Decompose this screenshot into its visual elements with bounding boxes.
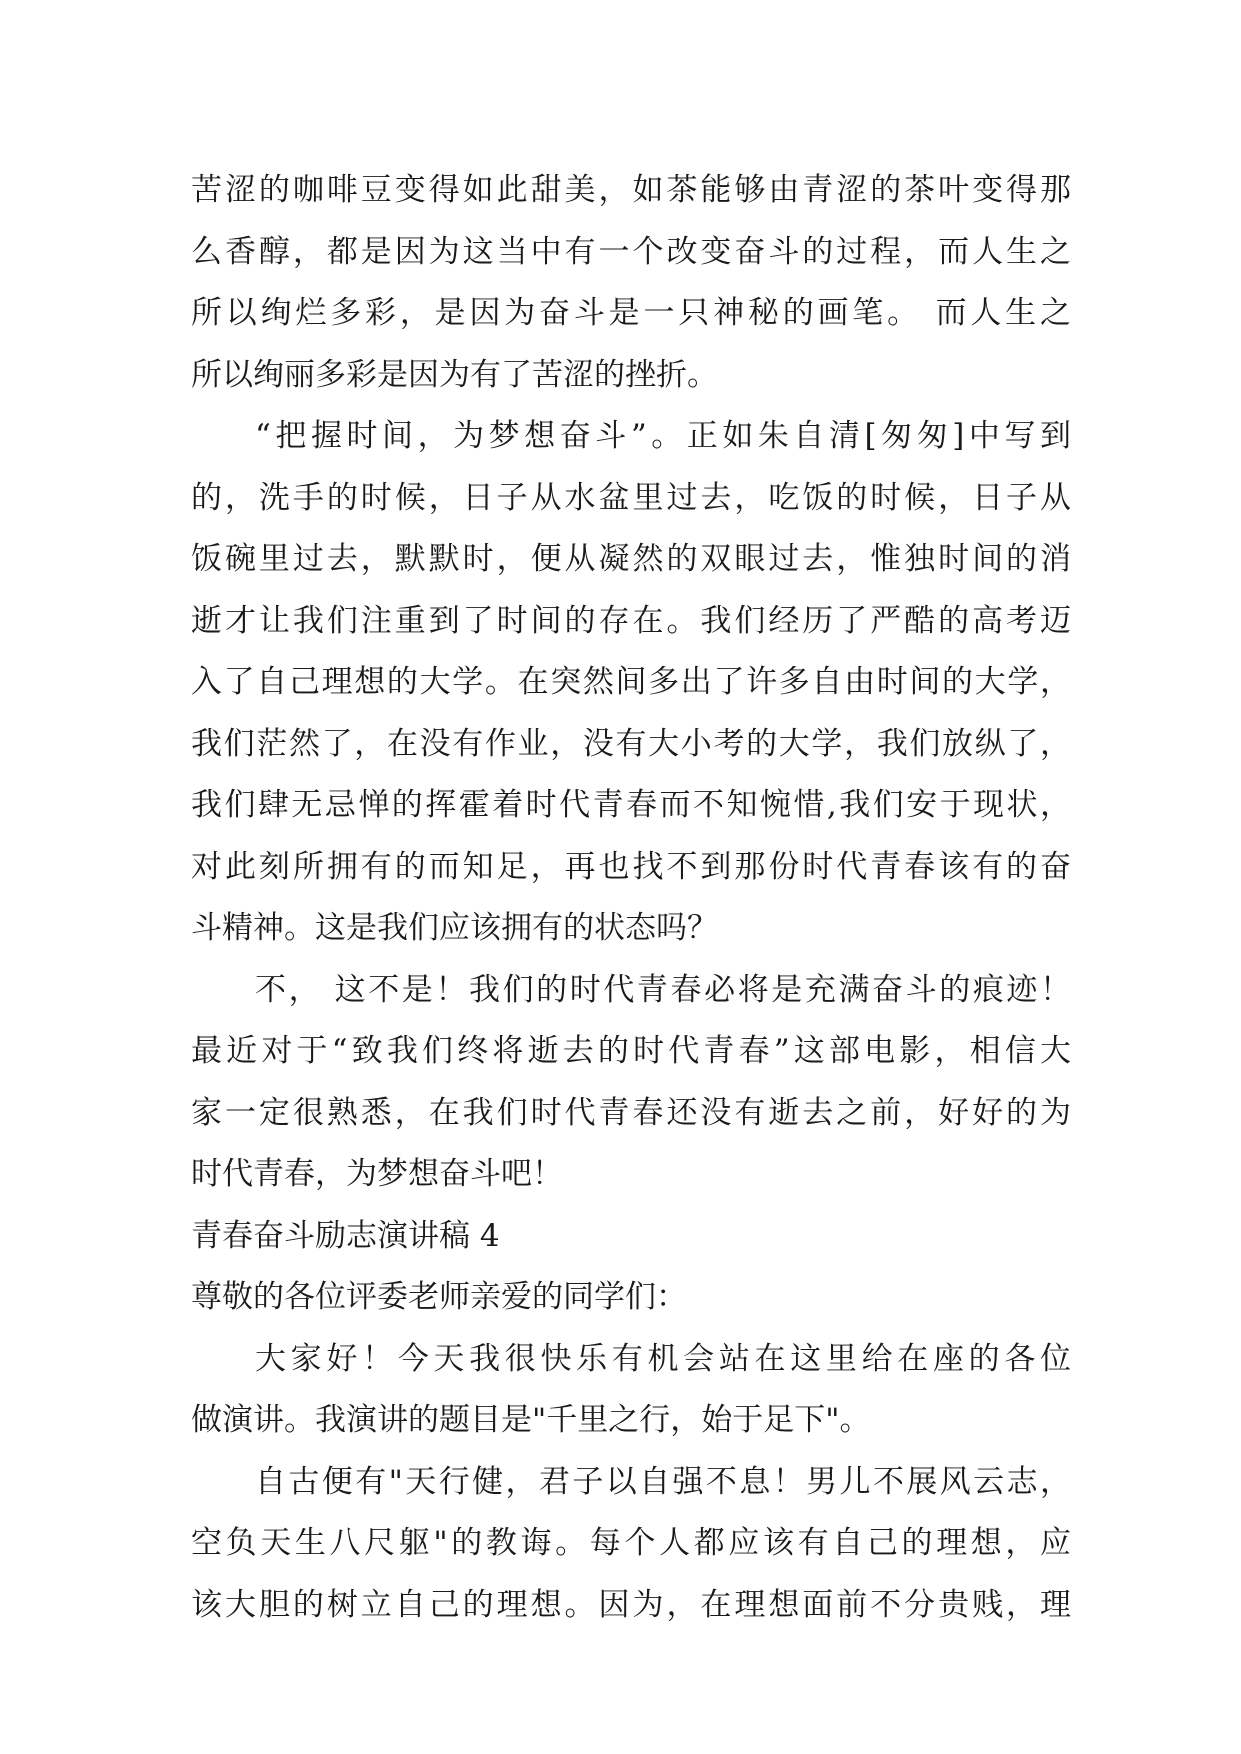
paragraph-start-line: “把握时间，为梦想奋斗”。正如朱自清[匆匆]中写到: [255, 418, 1071, 454]
text-line: 做演讲。我演讲的题目是"千里之行，始于足下"。: [191, 1402, 871, 1438]
text-line: 我们茫然了，在没有作业，没有大小考的大学，我们放纵了，: [191, 725, 1071, 762]
paragraph-start-line: 不， 这不是！我们的时代青春必将是充满奋斗的痕迹！: [255, 971, 1071, 1008]
text-line: 空负天生八尺躯"的教诲。每个人都应该有自己的理想，应: [191, 1525, 1071, 1561]
text-line: 苦涩的咖啡豆变得如此甜美，如茶能够由青涩的茶叶变得那: [191, 172, 1071, 208]
text-line: 家一定很熟悉，在我们时代青春还没有逝去之前，好好的为: [191, 1094, 1071, 1131]
text-line: 的，洗手的时候，日子从水盆里过去，吃饭的时候，日子从: [191, 479, 1071, 516]
text-line: 该大胆的树立自己的理想。因为，在理想面前不分贵贱，理: [191, 1586, 1071, 1623]
text-line: 饭碗里过去，默默时，便从凝然的双眼过去，惟独时间的消: [191, 541, 1071, 577]
text-line: 入了自己理想的大学。在突然间多出了许多自由时间的大学，: [191, 664, 1071, 700]
paragraph-start-line: 大家好！今天我很快乐有机会站在这里给在座的各位: [255, 1340, 1071, 1377]
text-line: 时代青春，为梦想奋斗吧！: [191, 1156, 563, 1192]
text-line: 斗精神。这是我们应该拥有的状态吗？: [191, 910, 718, 946]
text-line: 对此刻所拥有的而知足，再也找不到那份时代青春该有的奋: [191, 848, 1071, 885]
document-body: [191, 160, 1071, 1636]
text-line: 所以绚烂多彩，是因为奋斗是一只神秘的画笔。 而人生之: [191, 295, 1071, 331]
text-line: 么香醇，都是因为这当中有一个改变奋斗的过程，而人生之: [191, 233, 1071, 270]
salutation: 尊敬的各位评委老师亲爱的同学们：: [191, 1279, 687, 1315]
section-heading: 青春奋斗励志演讲稿 4: [191, 1217, 500, 1254]
text-line: 我们肆无忌惮的挥霍着时代青春而不知惋惜,我们安于现状，: [191, 787, 1071, 823]
text-line: 最近对于“致我们终将逝去的时代青春”这部电影，相信大: [191, 1033, 1071, 1069]
text-line: 所以绚丽多彩是因为有了苦涩的挫折。: [191, 356, 718, 393]
paragraph-start-line: 自古便有"天行健，君子以自强不息！男儿不展风云志，: [255, 1463, 1071, 1500]
text-line: 逝才让我们注重到了时间的存在。我们经历了严酷的高考迈: [191, 602, 1071, 639]
